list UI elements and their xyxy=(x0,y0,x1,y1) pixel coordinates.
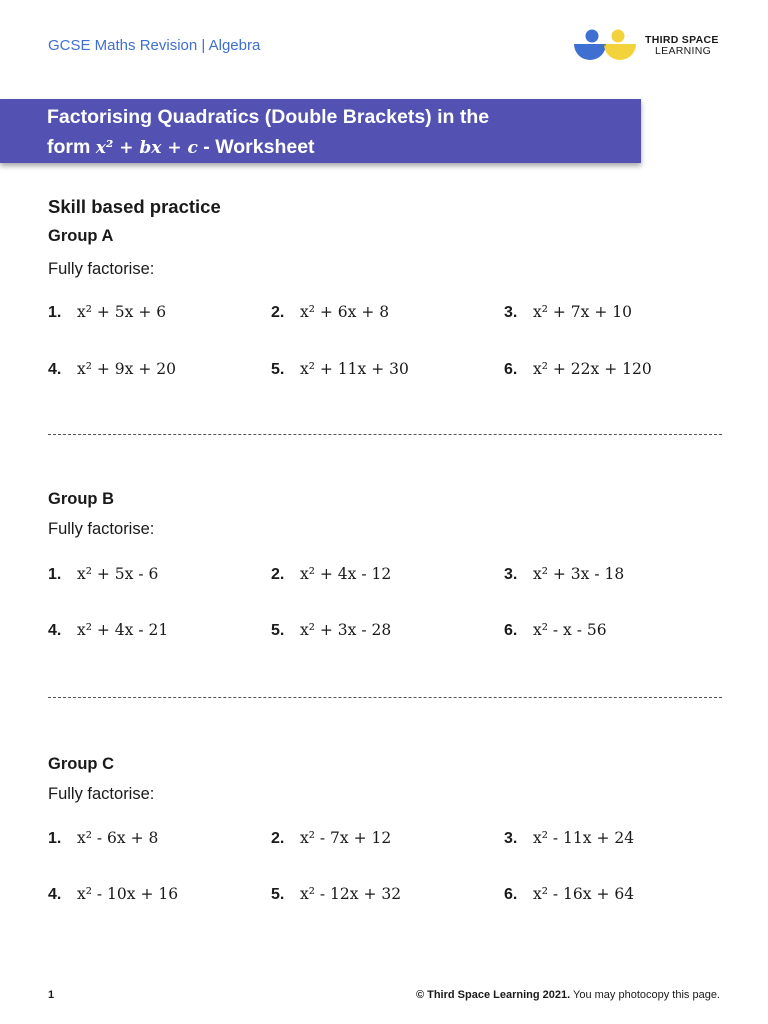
question-expression: x² + 22x + 120 xyxy=(533,360,652,378)
question-number: 3. xyxy=(504,566,518,583)
logo-line1: THIRD SPACE xyxy=(645,34,719,46)
copyright-notice xyxy=(416,989,720,1001)
section-divider xyxy=(48,434,722,435)
copyright-rest: You may photocopy this page. xyxy=(570,989,720,1001)
worksheet-title xyxy=(47,102,607,163)
group-a-title: Group A xyxy=(48,227,114,245)
question-number: 1. xyxy=(48,304,62,321)
question-number: 3. xyxy=(504,304,518,321)
logo-wordmark xyxy=(645,35,719,57)
question-expression: x² - 7x + 12 xyxy=(300,829,392,847)
group-a-instruction: Fully factorise: xyxy=(48,260,155,278)
question-number: 4. xyxy=(48,622,62,639)
question-expression: x² + 5x + 6 xyxy=(77,303,167,321)
title-math-expression: x² + bx + c xyxy=(95,138,198,158)
question-number: 5. xyxy=(271,361,285,378)
question-expression: x² + 6x + 8 xyxy=(300,303,390,321)
question-number: 2. xyxy=(271,566,285,583)
question-expression: x² - 10x + 16 xyxy=(77,885,179,903)
question-number: 5. xyxy=(271,886,285,903)
question-number: 1. xyxy=(48,566,62,583)
question-expression: x² + 3x - 18 xyxy=(533,565,625,583)
group-c-title: Group C xyxy=(48,755,114,773)
title-prefix: form xyxy=(47,136,96,158)
copyright-bold: © Third Space Learning 2021. xyxy=(415,989,571,1001)
question-number: 6. xyxy=(504,361,518,378)
question-expression: x² + 11x + 30 xyxy=(300,360,409,378)
worksheet-category: GCSE Maths Revision | Algebra xyxy=(48,37,261,54)
question-expression: x² - 11x + 24 xyxy=(533,829,635,847)
question-number: 2. xyxy=(271,830,285,847)
logo-line2: LEARNING xyxy=(655,45,712,57)
question-number: 4. xyxy=(48,886,62,903)
question-expression: x² + 5x - 6 xyxy=(77,565,159,583)
question-expression: x² - 6x + 8 xyxy=(77,829,159,847)
question-number: 2. xyxy=(271,304,285,321)
question-expression: x² - 16x + 64 xyxy=(533,885,635,903)
question-number: 3. xyxy=(504,830,518,847)
question-number: 6. xyxy=(504,622,518,639)
question-expression: x² + 4x - 12 xyxy=(300,565,392,583)
third-space-learning-logo xyxy=(573,28,723,66)
question-expression: x² + 9x + 20 xyxy=(77,360,176,378)
question-expression: x² - 12x + 32 xyxy=(300,885,402,903)
title-line-2 xyxy=(47,132,607,163)
title-suffix: - Worksheet xyxy=(197,136,315,158)
question-expression: x² + 7x + 10 xyxy=(533,303,632,321)
title-line-1: Factorising Quadratics (Double Brackets) in the xyxy=(47,106,490,128)
question-number: 1. xyxy=(48,830,62,847)
logo-mark-icon xyxy=(573,28,639,66)
section-divider xyxy=(48,697,722,698)
page-number: 1 xyxy=(48,989,55,1001)
question-number: 5. xyxy=(271,622,285,639)
question-expression: x² + 3x - 28 xyxy=(300,621,392,639)
group-b-title: Group B xyxy=(48,490,114,508)
question-number: 6. xyxy=(504,886,518,903)
group-b-instruction: Fully factorise: xyxy=(48,520,155,538)
group-c-instruction: Fully factorise: xyxy=(48,785,155,803)
question-expression: x² + 4x - 21 xyxy=(77,621,169,639)
section-heading: Skill based practice xyxy=(48,196,221,217)
question-expression: x² - x - 56 xyxy=(533,621,607,639)
question-number: 4. xyxy=(48,361,62,378)
